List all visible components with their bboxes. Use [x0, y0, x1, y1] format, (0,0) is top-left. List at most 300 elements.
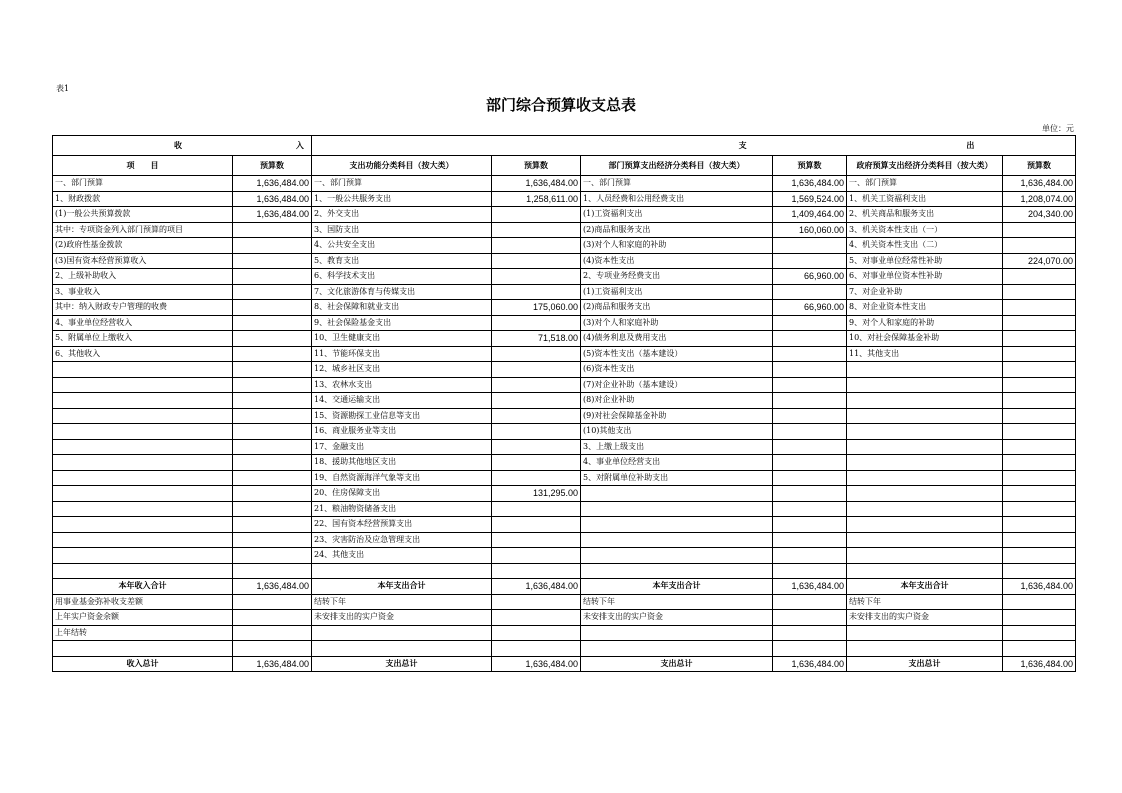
year-total-exp3-label: 本年支出合计	[847, 579, 1003, 595]
cell-func-budget	[492, 315, 581, 331]
cell-income-budget	[233, 284, 312, 300]
cell-func-budget	[492, 377, 581, 393]
cell-dept-item	[581, 548, 773, 564]
cell-dept-budget	[773, 362, 847, 378]
cell-dept-budget	[773, 455, 847, 471]
cell-gov-item: 7、对企业补助	[847, 284, 1003, 300]
cell-dept-budget	[773, 238, 847, 254]
cell-gov-budget	[1003, 238, 1076, 254]
grand-total-income-label: 收入总计	[53, 656, 233, 672]
cell-dept-item: (5)资本性支出（基本建设）	[581, 346, 773, 362]
cell-func-item: 10、卫生健康支出	[312, 331, 492, 347]
cell-gov-item	[847, 393, 1003, 409]
expense-header-b: 出	[966, 140, 975, 150]
cell-gov-item: 2、机关商品和服务支出	[847, 207, 1003, 223]
cell-func-budget	[492, 455, 581, 471]
table-row	[53, 176, 1076, 192]
cell-income-item	[53, 424, 233, 440]
cell-dept-budget: 1,409,464.00	[773, 207, 847, 223]
cell-gov-budget: 204,340.00	[1003, 207, 1076, 223]
cell-dept-item: (7)对企业补助（基本建设）	[581, 377, 773, 393]
cell-dept-item	[581, 625, 773, 641]
cell-gov-budget	[1003, 548, 1076, 564]
cell-gov-item	[847, 377, 1003, 393]
cell-dept-item: 5、对附属单位补助支出	[581, 470, 773, 486]
cell-income-item: 其中：专项资金列入部门预算的项目	[53, 222, 233, 238]
cell-gov-item: 未安排支出的实户资金	[847, 610, 1003, 626]
table-row	[53, 284, 1076, 300]
cell-income-item: 2、上级补助收入	[53, 269, 233, 285]
col-header-item: 项 目	[53, 156, 233, 176]
cell-gov-budget	[1003, 362, 1076, 378]
cell-func-item: 24、其他支出	[312, 548, 492, 564]
cell-dept-budget	[773, 610, 847, 626]
table-body	[53, 176, 1076, 579]
cell-func-item: 12、城乡社区支出	[312, 362, 492, 378]
table-row	[53, 408, 1076, 424]
cell-dept-item: 未安排支出的实户资金	[581, 610, 773, 626]
cell-dept-budget: 1,569,524.00	[773, 191, 847, 207]
cell-income-item: 其中：纳入财政专户管理的收费	[53, 300, 233, 316]
expense-header	[312, 136, 1076, 156]
cell-gov-budget	[1003, 424, 1076, 440]
cell-income-budget: 1,636,484.00	[233, 207, 312, 223]
cell-func-budget	[492, 641, 581, 657]
cell-dept-item: 结转下年	[581, 594, 773, 610]
cell-func-item: 19、自然资源海洋气象等支出	[312, 470, 492, 486]
cell-func-item	[312, 641, 492, 657]
cell-income-item: (1)一般公共预算拨款	[53, 207, 233, 223]
cell-dept-item: 2、专项业务经费支出	[581, 269, 773, 285]
cell-func-budget	[492, 424, 581, 440]
grand-total-income-value: 1,636,484.00	[233, 656, 312, 672]
cell-func-budget	[492, 470, 581, 486]
col-header-budget-2: 预算数	[492, 156, 581, 176]
cell-gov-item	[847, 439, 1003, 455]
cell-gov-item	[847, 563, 1003, 579]
cell-gov-item: 3、机关资本性支出（一）	[847, 222, 1003, 238]
table-row	[53, 470, 1076, 486]
table-row	[53, 625, 1076, 641]
cell-income-budget	[233, 517, 312, 533]
income-header-a: 收	[174, 140, 182, 150]
cell-income-item	[53, 486, 233, 502]
cell-income-budget	[233, 486, 312, 502]
cell-income-budget	[233, 470, 312, 486]
cell-income-item	[53, 532, 233, 548]
cell-income-budget	[233, 532, 312, 548]
cell-gov-budget	[1003, 346, 1076, 362]
year-total-exp1-label: 本年支出合计	[312, 579, 492, 595]
cell-gov-budget	[1003, 501, 1076, 517]
cell-gov-item	[847, 548, 1003, 564]
cell-func-item: 21、粮油物资储备支出	[312, 501, 492, 517]
cell-func-budget	[492, 563, 581, 579]
cell-income-budget	[233, 455, 312, 471]
table-row	[53, 331, 1076, 347]
cell-func-budget	[492, 610, 581, 626]
table-row	[53, 346, 1076, 362]
cell-func-budget	[492, 393, 581, 409]
cell-func-budget: 71,518.00	[492, 331, 581, 347]
cell-func-budget	[492, 253, 581, 269]
cell-gov-budget	[1003, 222, 1076, 238]
cell-dept-budget	[773, 346, 847, 362]
table-row	[53, 455, 1076, 471]
grand-total-exp2-label: 支出总计	[581, 656, 773, 672]
cell-income-budget	[233, 315, 312, 331]
cell-gov-budget	[1003, 532, 1076, 548]
cell-func-budget	[492, 222, 581, 238]
cell-gov-budget	[1003, 393, 1076, 409]
col-header-dept-econ: 部门预算支出经济分类科目（按大类）	[581, 156, 773, 176]
cell-dept-item: 一、部门预算	[581, 176, 773, 192]
cell-income-item	[53, 470, 233, 486]
table-extra-rows	[53, 594, 1076, 656]
cell-gov-budget	[1003, 470, 1076, 486]
cell-gov-item: 11、其他支出	[847, 346, 1003, 362]
table-row	[53, 610, 1076, 626]
income-header-b: 入	[295, 140, 304, 150]
cell-income-budget	[233, 625, 312, 641]
table-row	[53, 315, 1076, 331]
cell-gov-item	[847, 455, 1003, 471]
cell-gov-budget	[1003, 439, 1076, 455]
cell-gov-budget	[1003, 300, 1076, 316]
table-row	[53, 532, 1076, 548]
cell-income-budget	[233, 393, 312, 409]
cell-income-item: 上年实户资金余额	[53, 610, 233, 626]
cell-dept-budget	[773, 641, 847, 657]
cell-gov-item: 一、部门预算	[847, 176, 1003, 192]
cell-gov-budget	[1003, 315, 1076, 331]
cell-func-item: 8、社会保障和就业支出	[312, 300, 492, 316]
cell-income-budget	[233, 594, 312, 610]
year-total-exp2-value: 1,636,484.00	[773, 579, 847, 595]
cell-dept-item: 3、上缴上级支出	[581, 439, 773, 455]
cell-income-budget	[233, 501, 312, 517]
cell-func-item: 23、灾害防治及应急管理支出	[312, 532, 492, 548]
cell-dept-item	[581, 532, 773, 548]
table-row	[53, 362, 1076, 378]
cell-income-item	[53, 455, 233, 471]
cell-func-item: 18、援助其他地区支出	[312, 455, 492, 471]
cell-func-budget	[492, 625, 581, 641]
cell-dept-item	[581, 563, 773, 579]
cell-gov-item	[847, 470, 1003, 486]
cell-dept-item: (9)对社会保障基金补助	[581, 408, 773, 424]
cell-income-item	[53, 377, 233, 393]
table-row	[53, 594, 1076, 610]
cell-income-budget	[233, 377, 312, 393]
table-row	[53, 548, 1076, 564]
cell-income-budget	[233, 408, 312, 424]
cell-func-item: 16、商业服务业等支出	[312, 424, 492, 440]
income-header	[53, 136, 312, 156]
year-total-exp2-label: 本年支出合计	[581, 579, 773, 595]
grand-total-exp1-value: 1,636,484.00	[492, 656, 581, 672]
cell-dept-item: (6)资本性支出	[581, 362, 773, 378]
cell-func-item: 结转下年	[312, 594, 492, 610]
cell-gov-item: 9、对个人和家庭的补助	[847, 315, 1003, 331]
grand-total-exp3-value: 1,636,484.00	[1003, 656, 1076, 672]
cell-gov-budget: 1,208,074.00	[1003, 191, 1076, 207]
grand-total-exp2-value: 1,636,484.00	[773, 656, 847, 672]
cell-gov-budget	[1003, 625, 1076, 641]
cell-gov-item: 10、对社会保障基金补助	[847, 331, 1003, 347]
cell-income-item: 用事业基金弥补收支差额	[53, 594, 233, 610]
table-row	[53, 393, 1076, 409]
cell-func-budget: 131,295.00	[492, 486, 581, 502]
cell-gov-budget	[1003, 486, 1076, 502]
cell-func-item: 一、部门预算	[312, 176, 492, 192]
cell-income-item	[53, 439, 233, 455]
cell-dept-item	[581, 517, 773, 533]
cell-gov-item	[847, 362, 1003, 378]
header-row-columns	[53, 156, 1076, 176]
cell-income-item	[53, 362, 233, 378]
cell-dept-item: (1)工资福利支出	[581, 284, 773, 300]
table-row	[53, 238, 1076, 254]
cell-gov-item: 4、机关资本性支出（二）	[847, 238, 1003, 254]
cell-income-budget	[233, 641, 312, 657]
cell-func-item: 2、外交支出	[312, 207, 492, 223]
expense-header-a: 支	[738, 140, 747, 150]
cell-dept-item: (4)资本性支出	[581, 253, 773, 269]
cell-gov-budget	[1003, 594, 1076, 610]
cell-func-budget	[492, 501, 581, 517]
cell-func-budget	[492, 284, 581, 300]
cell-func-budget: 1,258,611.00	[492, 191, 581, 207]
cell-income-item: 6、其他收入	[53, 346, 233, 362]
cell-func-item: 22、国有资本经营预算支出	[312, 517, 492, 533]
cell-gov-budget	[1003, 563, 1076, 579]
cell-dept-budget	[773, 470, 847, 486]
cell-dept-budget	[773, 439, 847, 455]
table-row	[53, 641, 1076, 657]
table-row	[53, 377, 1076, 393]
header-row-top	[53, 136, 1076, 156]
cell-gov-item	[847, 424, 1003, 440]
table-row	[53, 517, 1076, 533]
cell-func-item	[312, 563, 492, 579]
cell-dept-item: (1)工资福利支出	[581, 207, 773, 223]
cell-income-budget	[233, 331, 312, 347]
cell-gov-budget	[1003, 331, 1076, 347]
cell-income-item	[53, 517, 233, 533]
cell-func-budget	[492, 207, 581, 223]
cell-income-item: 1、财政拨款	[53, 191, 233, 207]
cell-dept-item: (10)其他支出	[581, 424, 773, 440]
table-row	[53, 222, 1076, 238]
cell-dept-budget	[773, 284, 847, 300]
cell-gov-item	[847, 641, 1003, 657]
cell-func-item: 15、资源勘探工业信息等支出	[312, 408, 492, 424]
cell-dept-item	[581, 486, 773, 502]
cell-income-budget	[233, 610, 312, 626]
cell-dept-budget: 1,636,484.00	[773, 176, 847, 192]
cell-income-budget	[233, 362, 312, 378]
cell-income-item	[53, 393, 233, 409]
cell-dept-item: (3)对个人和家庭的补助	[581, 238, 773, 254]
cell-gov-budget	[1003, 284, 1076, 300]
cell-func-budget	[492, 532, 581, 548]
cell-gov-item: 6、对事业单位资本性补助	[847, 269, 1003, 285]
grand-total-exp1-label: 支出总计	[312, 656, 492, 672]
cell-dept-budget	[773, 501, 847, 517]
cell-dept-budget	[773, 532, 847, 548]
cell-func-budget	[492, 238, 581, 254]
cell-dept-budget	[773, 393, 847, 409]
cell-dept-budget	[773, 377, 847, 393]
cell-dept-budget	[773, 594, 847, 610]
grand-total-row	[53, 656, 1076, 672]
cell-func-budget	[492, 548, 581, 564]
cell-income-budget: 1,636,484.00	[233, 176, 312, 192]
cell-dept-budget	[773, 625, 847, 641]
cell-income-item: 5、附属单位上缴收入	[53, 331, 233, 347]
cell-gov-budget	[1003, 269, 1076, 285]
col-header-gov-econ: 政府预算支出经济分类科目（按大类）	[847, 156, 1003, 176]
cell-gov-item	[847, 501, 1003, 517]
table-row	[53, 486, 1076, 502]
year-total-exp3-value: 1,636,484.00	[1003, 579, 1076, 595]
grand-total-exp3-label: 支出总计	[847, 656, 1003, 672]
cell-income-budget	[233, 238, 312, 254]
cell-income-item: 3、事业收入	[53, 284, 233, 300]
cell-dept-budget	[773, 331, 847, 347]
cell-func-item: 未安排支出的实户资金	[312, 610, 492, 626]
cell-dept-budget: 66,960.00	[773, 269, 847, 285]
cell-gov-item	[847, 408, 1003, 424]
cell-func-budget: 175,060.00	[492, 300, 581, 316]
cell-gov-budget	[1003, 641, 1076, 657]
cell-func-item: 17、金融支出	[312, 439, 492, 455]
cell-income-item: (3)国有资本经营预算收入	[53, 253, 233, 269]
col-header-budget-1: 预算数	[233, 156, 312, 176]
cell-income-budget	[233, 424, 312, 440]
cell-gov-budget: 224,070.00	[1003, 253, 1076, 269]
cell-func-budget	[492, 269, 581, 285]
cell-func-item	[312, 625, 492, 641]
cell-func-budget	[492, 517, 581, 533]
cell-income-budget: 1,636,484.00	[233, 191, 312, 207]
budget-summary-table	[52, 135, 1076, 672]
table-row	[53, 191, 1076, 207]
cell-income-budget	[233, 269, 312, 285]
cell-dept-item: (8)对企业补助	[581, 393, 773, 409]
cell-dept-item	[581, 641, 773, 657]
year-total-income-label: 本年收入合计	[53, 579, 233, 595]
cell-func-budget	[492, 346, 581, 362]
unit-label: 单位：元	[1042, 124, 1074, 133]
year-total-income-value: 1,636,484.00	[233, 579, 312, 595]
cell-gov-budget	[1003, 377, 1076, 393]
cell-func-item: 9、社会保险基金支出	[312, 315, 492, 331]
cell-dept-budget	[773, 548, 847, 564]
cell-func-item: 5、教育支出	[312, 253, 492, 269]
cell-func-item: 1、一般公共服务支出	[312, 191, 492, 207]
cell-func-budget	[492, 439, 581, 455]
cell-gov-item: 8、对企业资本性支出	[847, 300, 1003, 316]
col-header-budget-4: 预算数	[1003, 156, 1076, 176]
table-row	[53, 253, 1076, 269]
cell-func-budget	[492, 594, 581, 610]
cell-dept-budget: 66,960.00	[773, 300, 847, 316]
cell-income-item	[53, 548, 233, 564]
cell-func-item: 7、文化旅游体育与传媒支出	[312, 284, 492, 300]
cell-gov-item: 结转下年	[847, 594, 1003, 610]
cell-func-budget: 1,636,484.00	[492, 176, 581, 192]
cell-income-item	[53, 501, 233, 517]
cell-income-budget	[233, 548, 312, 564]
cell-dept-item: (3)对个人和家庭补助	[581, 315, 773, 331]
table-row	[53, 300, 1076, 316]
cell-income-item	[53, 641, 233, 657]
cell-gov-item	[847, 532, 1003, 548]
cell-dept-budget: 160,060.00	[773, 222, 847, 238]
cell-dept-budget	[773, 253, 847, 269]
cell-func-item: 4、公共安全支出	[312, 238, 492, 254]
cell-income-item: 上年结转	[53, 625, 233, 641]
table-row	[53, 563, 1076, 579]
year-total-exp1-value: 1,636,484.00	[492, 579, 581, 595]
cell-func-budget	[492, 362, 581, 378]
cell-income-budget	[233, 253, 312, 269]
cell-func-item: 3、国防支出	[312, 222, 492, 238]
cell-income-item	[53, 563, 233, 579]
cell-income-budget	[233, 300, 312, 316]
cell-dept-item: (2)商品和服务支出	[581, 222, 773, 238]
table-row	[53, 424, 1076, 440]
table-row	[53, 501, 1076, 517]
cell-gov-item	[847, 486, 1003, 502]
cell-gov-budget	[1003, 517, 1076, 533]
cell-func-item: 6、科学技术支出	[312, 269, 492, 285]
cell-gov-item	[847, 517, 1003, 533]
cell-gov-item	[847, 625, 1003, 641]
cell-income-budget	[233, 439, 312, 455]
cell-dept-budget	[773, 424, 847, 440]
cell-dept-budget	[773, 563, 847, 579]
cell-gov-budget	[1003, 408, 1076, 424]
document-title: 部门综合预算收支总表	[485, 96, 636, 114]
cell-income-item	[53, 408, 233, 424]
cell-func-item: 20、住房保障支出	[312, 486, 492, 502]
cell-income-item: (2)政府性基金拨款	[53, 238, 233, 254]
table-row	[53, 269, 1076, 285]
cell-dept-budget	[773, 315, 847, 331]
cell-income-item: 一、部门预算	[53, 176, 233, 192]
cell-gov-budget	[1003, 455, 1076, 471]
cell-dept-item	[581, 501, 773, 517]
cell-gov-budget: 1,636,484.00	[1003, 176, 1076, 192]
cell-dept-item: 1、人员经费和公用经费支出	[581, 191, 773, 207]
cell-income-item: 4、事业单位经营收入	[53, 315, 233, 331]
cell-func-item: 11、节能环保支出	[312, 346, 492, 362]
cell-dept-budget	[773, 486, 847, 502]
cell-dept-item: 4、事业单位经营支出	[581, 455, 773, 471]
cell-gov-budget	[1003, 610, 1076, 626]
table-row	[53, 439, 1076, 455]
cell-dept-item: (2)商品和服务支出	[581, 300, 773, 316]
table-number-label: 表1	[56, 84, 70, 93]
cell-dept-item: (4)债务利息及费用支出	[581, 331, 773, 347]
cell-gov-item: 5、对事业单位经常性补助	[847, 253, 1003, 269]
col-header-func-class: 支出功能分类科目（按大类）	[312, 156, 492, 176]
cell-dept-budget	[773, 517, 847, 533]
cell-func-budget	[492, 408, 581, 424]
